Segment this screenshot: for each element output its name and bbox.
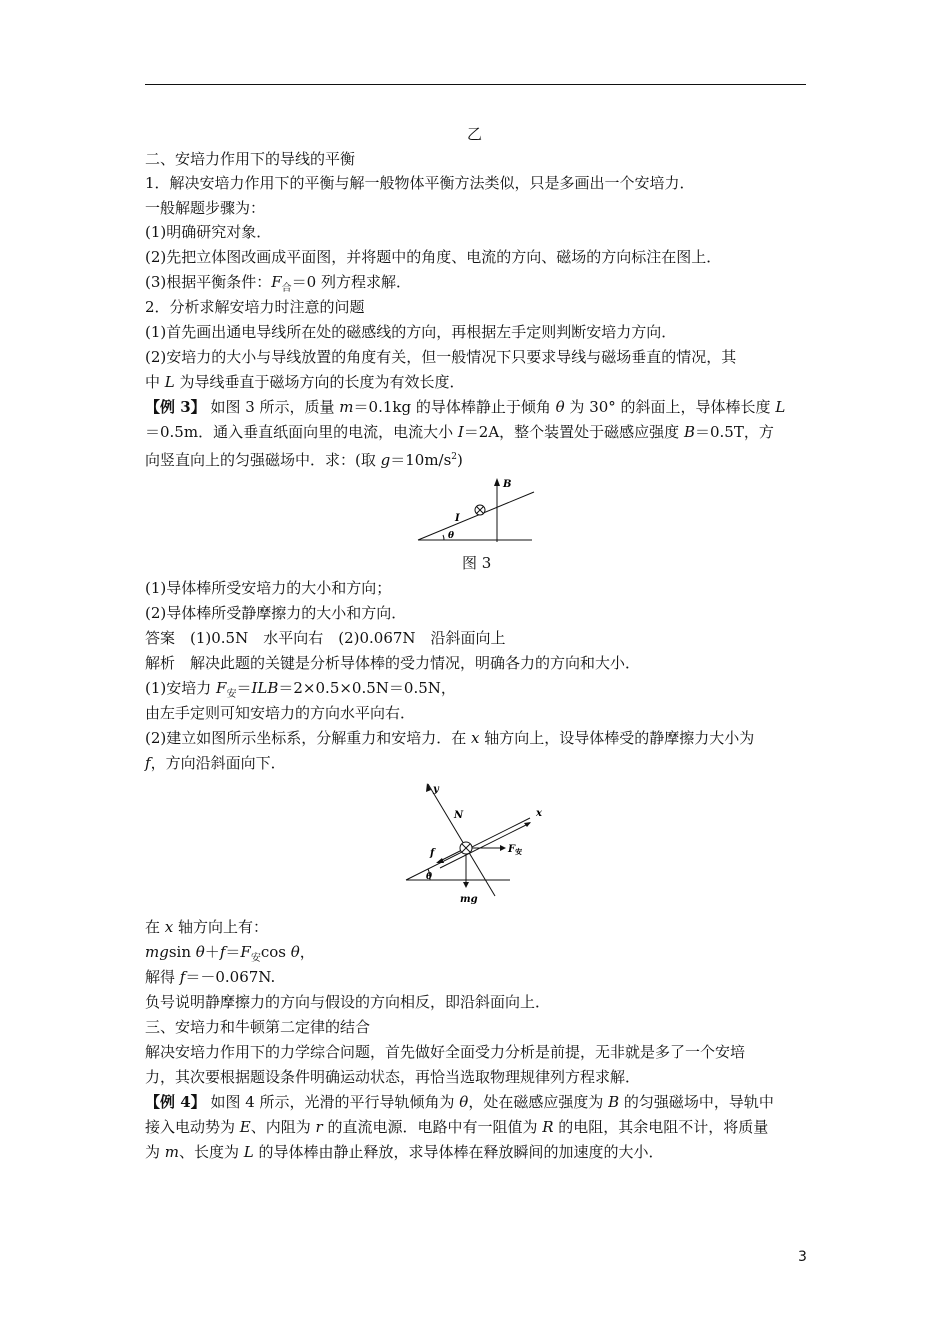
text: 的直流电源．电路中有一阻值为 (322, 1118, 543, 1136)
angle-arc (443, 535, 444, 540)
label-F-main: F (508, 844, 516, 855)
var-R: R (542, 1118, 554, 1136)
text: 轴方向上有： (173, 918, 269, 936)
example-label: 【例 3】 (145, 398, 206, 416)
label-N: N (454, 810, 464, 821)
label-theta: θ (426, 872, 433, 882)
paragraph: 1．解决安培力作用下的平衡与解一般物体平衡方法类似，只是多画出一个安培力． (145, 174, 695, 192)
label-x: x (536, 808, 542, 819)
var-F: F (271, 273, 282, 291)
label-y: y (433, 784, 439, 795)
text: 中 (145, 373, 165, 391)
var-f: f (219, 943, 226, 961)
text: sin (168, 943, 196, 961)
paragraph: 2．分析求解安培力时注意的问题 (145, 298, 365, 316)
analysis: 解析 解决此题的关键是分析导体棒的受力情况，明确各力的方向和大小． (145, 654, 641, 672)
figure-3-caption: 图 3 (462, 554, 492, 572)
var-theta: θ (195, 943, 205, 961)
step-3 (145, 272, 411, 299)
subscript: 安 (250, 953, 261, 964)
solution-1-line-2: 由左手定则可知安培力的方向水平向右． (145, 704, 416, 722)
solution-2-line-2 (145, 753, 286, 773)
example-4-line-1 (145, 1092, 774, 1112)
text: ＝ (225, 943, 241, 961)
var-L: L (775, 398, 786, 416)
section-3-line-1: 解决安培力作用下的力学综合问题，首先做好全面受力分析是前提，无非就是多了一个安培 (145, 1043, 746, 1061)
question-2: (2)导体棒所受静摩擦力的大小和方向． (145, 604, 407, 622)
force-diagram (400, 778, 560, 910)
var-x: x (471, 729, 480, 747)
var-r: r (315, 1118, 323, 1136)
label-F-sub: 安 (515, 847, 523, 856)
var-L: L (164, 373, 175, 391)
page-number: 3 (798, 1249, 807, 1265)
equation (145, 942, 315, 969)
text: 为 30° 的斜面上，导体棒长度 (564, 398, 776, 416)
var-g: g (380, 451, 391, 469)
var-x: x (164, 918, 174, 936)
text: ＝0 列方程求解． (291, 273, 411, 291)
text: 如图 4 所示，光滑的平行导轨倾角为 (205, 1093, 460, 1111)
text: 如图 3 所示，质量 (205, 398, 340, 416)
note-1: (1)首先画出通电导线所在处的磁感线的方向，再根据左手定则判断安培力方向． (145, 323, 677, 341)
text: ＝2×0.5×0.5N＝0.5N， (278, 679, 456, 697)
text: (1)安培力 (145, 679, 217, 697)
superscript: 2 (451, 452, 458, 462)
var-m: m (164, 1143, 180, 1161)
label-F (507, 844, 522, 856)
example-label: 【例 4】 (145, 1093, 206, 1111)
text: ，处在磁感应强度为 (468, 1093, 609, 1111)
text: ＝10m/s (390, 451, 452, 469)
var-theta: θ (290, 943, 300, 961)
var-m: m (339, 398, 354, 416)
var-E: E (239, 1118, 251, 1136)
var-I: I (457, 423, 464, 441)
label-I: I (455, 513, 460, 524)
label-mg: mg (460, 894, 478, 905)
text: 在 (145, 918, 165, 936)
example-3-line-2 (145, 422, 774, 442)
text: (3)根据平衡条件： (145, 273, 272, 291)
subscript: 合 (281, 283, 292, 294)
text: cos (260, 943, 291, 961)
section-3-title: 三、安培力和牛顿第二定律的结合 (145, 1018, 371, 1036)
text: 轴方向上，设导体棒受的静摩擦力大小为 (479, 729, 755, 747)
header-rule (145, 84, 806, 85)
var-B: B (683, 423, 695, 441)
var-F: F (216, 679, 227, 697)
text: ，方向沿斜面向下． (150, 754, 286, 772)
text: 的电阻，其余电阻不计，将质量 (553, 1118, 769, 1136)
example-4-line-3 (145, 1142, 664, 1162)
label-B: B (503, 479, 512, 490)
x-axis-line (440, 823, 530, 868)
text: ＝ (236, 679, 252, 697)
result (145, 967, 275, 987)
figure-3-diagram (410, 470, 550, 550)
text: 接入电动势为 (145, 1118, 240, 1136)
example-3-line-1 (145, 397, 785, 417)
var-f: f (179, 968, 186, 986)
var-F: F (240, 943, 251, 961)
example-4-line-2 (145, 1117, 768, 1137)
text: ＝2A，整个装置处于磁感应强度 (463, 423, 684, 441)
example-3-line-3 (145, 447, 463, 470)
text: ) (457, 451, 463, 469)
solution-1 (145, 678, 456, 705)
text: 的匀强磁场中，导轨中 (619, 1093, 774, 1111)
incline-line (418, 492, 534, 540)
friction-arrow-head (436, 858, 444, 863)
step-2: (2)先把立体图改画成平面图，并将题中的角度、电流的方向、磁场的方向标注在图上． (145, 248, 722, 266)
sign-note: 负号说明静摩擦力的方向与假设的方向相反，即沿斜面向上． (145, 993, 551, 1011)
text: 为 (145, 1143, 165, 1161)
text: ＝－0.067N. (185, 968, 276, 986)
var-theta: θ (555, 398, 565, 416)
var-L: L (243, 1143, 254, 1161)
note-2-line-2 (145, 372, 465, 392)
equation-intro (145, 917, 268, 937)
var-mg: mg (145, 943, 169, 961)
steps-title: 一般解题步骤为： (145, 199, 266, 217)
var-B: B (608, 1093, 620, 1111)
text: (2)建立如图所示坐标系，分解重力和安培力．在 (145, 729, 472, 747)
text: 、内阻为 (250, 1118, 316, 1136)
answer: 答案 (1)0.5N 水平向右 (2)0.067N 沿斜面向上 (145, 629, 506, 647)
text: 向竖直向上的匀强磁场中．求：(取 (145, 451, 381, 469)
x-axis-arrow-head (524, 822, 531, 827)
text: ， (299, 943, 315, 961)
var-theta: θ (459, 1093, 469, 1111)
section-2-title: 二、安培力作用下的导线的平衡 (145, 150, 356, 168)
text: 的导体棒由静止释放，求导体棒在释放瞬间的加速度的大小． (253, 1143, 664, 1161)
label-theta: θ (448, 531, 455, 541)
field-arrow-head (494, 478, 500, 486)
note-2-line-1: (2)安培力的大小与导线放置的角度有关，但一般情况下只要求导线与磁场垂直的情况，其 (145, 348, 737, 366)
question-1: (1)导体棒所受安培力的大小和方向； (145, 579, 392, 597)
subscript: 安 (226, 689, 237, 700)
step-1: (1)明确研究对象． (145, 223, 272, 241)
var-f: f (145, 754, 151, 772)
text: ＝0.5m．通入垂直纸面向里的电流，电流大小 (145, 423, 458, 441)
figure-label-yi: 乙 (467, 125, 483, 143)
label-f: f (430, 848, 435, 859)
var-ILB: ILB (251, 679, 279, 697)
gravity-arrow-head (463, 882, 469, 888)
text: ＝0.5T，方 (694, 423, 774, 441)
text: ＋ (204, 943, 220, 961)
solution-2 (145, 728, 754, 748)
text: ＝0.1kg 的导体棒静止于倾角 (353, 398, 556, 416)
text: 为导线垂直于磁场方向的长度为有效长度． (174, 373, 465, 391)
text: 解得 (145, 968, 180, 986)
text: 、长度为 (179, 1143, 244, 1161)
section-3-line-2: 力，其次要根据题设条件明确运动状态，再恰当选取物理规律列方程求解． (145, 1068, 641, 1086)
ampere-force-arrow-head (500, 845, 506, 851)
